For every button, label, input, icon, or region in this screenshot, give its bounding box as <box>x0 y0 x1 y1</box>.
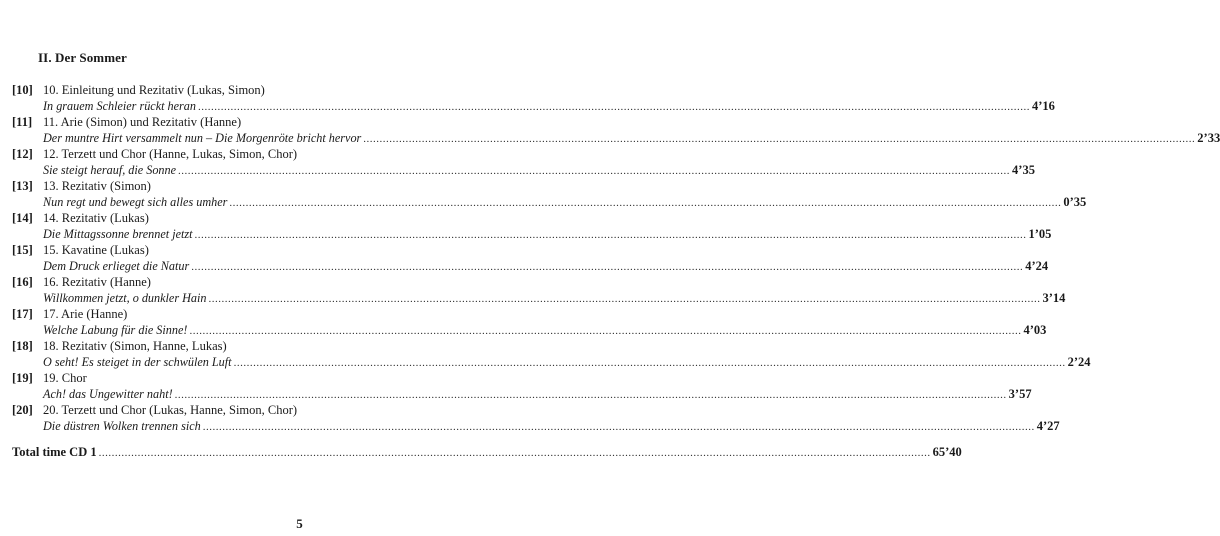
track-text-line <box>43 290 1065 307</box>
total-time-line <box>12 444 962 461</box>
section-title: II. Der Sommer <box>38 50 127 65</box>
dot-leader <box>234 355 1066 371</box>
track-list <box>12 82 1220 434</box>
track-text: Ach! das Ungewitter naht! <box>43 387 173 401</box>
track-item <box>12 82 1055 114</box>
track-text-line <box>43 194 1086 211</box>
dot-leader <box>99 445 931 461</box>
track-number: [12] <box>12 147 33 161</box>
track-item <box>12 210 1052 242</box>
track-number: [15] <box>12 243 33 257</box>
track-title: 20. Terzett und Chor (Lukas, Hanne, Simon, Chor) <box>43 403 298 417</box>
track-duration: 2’24 <box>1067 355 1091 369</box>
track-text: Welche Labung für die Sinne! <box>43 323 188 337</box>
track-text: O seht! Es steiget in der schwülen Luft <box>43 355 232 369</box>
dot-leader <box>189 323 1021 339</box>
track-duration: 3’14 <box>1042 291 1066 305</box>
track-title: 13. Rezitativ (Simon) <box>43 179 151 193</box>
track-item <box>12 146 1035 178</box>
track-duration: 4’24 <box>1025 259 1049 273</box>
track-number: [13] <box>12 179 33 193</box>
track-text: Willkommen jetzt, o dunkler Hain <box>43 291 207 305</box>
dot-leader <box>195 227 1027 243</box>
total-time-label: Total time CD 1 <box>12 445 97 459</box>
dot-leader <box>198 99 1030 115</box>
track-text: In grauem Schleier rückt heran <box>43 99 196 113</box>
track-number: [16] <box>12 275 33 289</box>
dot-leader <box>175 387 1007 403</box>
track-number: [10] <box>12 83 33 97</box>
track-text: Der muntre Hirt versammelt nun – Die Morgenröte bricht hervor <box>43 131 362 145</box>
total-time-value: 65’40 <box>932 445 962 459</box>
track-text: Dem Druck erlieget die Natur <box>43 259 190 273</box>
track-text-line <box>43 354 1090 371</box>
track-text-line <box>43 226 1051 243</box>
track-text: Sie steigt herauf, die Sonne <box>43 163 177 177</box>
track-title: 11. Arie (Simon) und Rezitativ (Hanne) <box>43 115 242 129</box>
track-duration: 4’27 <box>1036 419 1060 433</box>
dot-leader <box>178 163 1010 179</box>
track-title: 16. Rezitativ (Hanne) <box>43 275 151 289</box>
track-title: 12. Terzett und Chor (Hanne, Lukas, Simon, Chor) <box>43 147 298 161</box>
track-number: [20] <box>12 403 33 417</box>
track-number: [17] <box>12 307 33 321</box>
track-text-line <box>43 418 1060 435</box>
dot-leader <box>203 419 1035 435</box>
track-item <box>12 306 1047 338</box>
track-text-line <box>43 322 1046 339</box>
track-text-line <box>43 98 1055 115</box>
dot-leader <box>363 131 1195 147</box>
track-text: Die düstren Wolken trennen sich <box>43 419 201 433</box>
track-item <box>12 338 1091 370</box>
track-text-line <box>43 130 1220 147</box>
track-title: 14. Rezitativ (Lukas) <box>43 211 149 225</box>
track-text: Nun regt und bewegt sich alles umher <box>43 195 228 209</box>
track-item <box>12 114 1220 146</box>
track-item <box>12 178 1087 210</box>
track-title: 10. Einleitung und Rezitativ (Lukas, Simon) <box>43 83 265 97</box>
track-duration: 4’35 <box>1012 163 1035 177</box>
track-title: 17. Arie (Hanne) <box>43 307 128 321</box>
track-number: [19] <box>12 371 33 385</box>
track-duration: 4’16 <box>1031 99 1055 113</box>
track-title: 15. Kavatine (Lukas) <box>43 243 149 257</box>
track-duration: 4’03 <box>1023 323 1047 337</box>
track-title: 18. Rezitativ (Simon, Hanne, Lukas) <box>43 339 227 353</box>
track-duration: 3’57 <box>1008 387 1032 401</box>
track-item <box>12 274 1066 306</box>
track-text-line <box>43 386 1032 403</box>
track-text-line <box>43 258 1048 275</box>
track-item <box>12 242 1049 274</box>
track-duration: 1’05 <box>1028 227 1052 241</box>
track-duration: 0’35 <box>1063 195 1087 209</box>
track-item <box>12 402 1060 434</box>
track-number: [14] <box>12 211 33 225</box>
track-text: Die Mittagssonne brennet jetzt <box>43 227 193 241</box>
dot-leader <box>191 259 1023 275</box>
track-text-line <box>43 162 1035 179</box>
dot-leader <box>229 195 1061 211</box>
page-number: 5 <box>296 516 303 531</box>
track-number: [18] <box>12 339 33 353</box>
track-item <box>12 370 1032 402</box>
dot-leader <box>209 291 1041 307</box>
track-number: [11] <box>12 115 33 129</box>
track-duration: 2’33 <box>1197 131 1220 145</box>
track-title: 19. Chor <box>43 371 87 385</box>
